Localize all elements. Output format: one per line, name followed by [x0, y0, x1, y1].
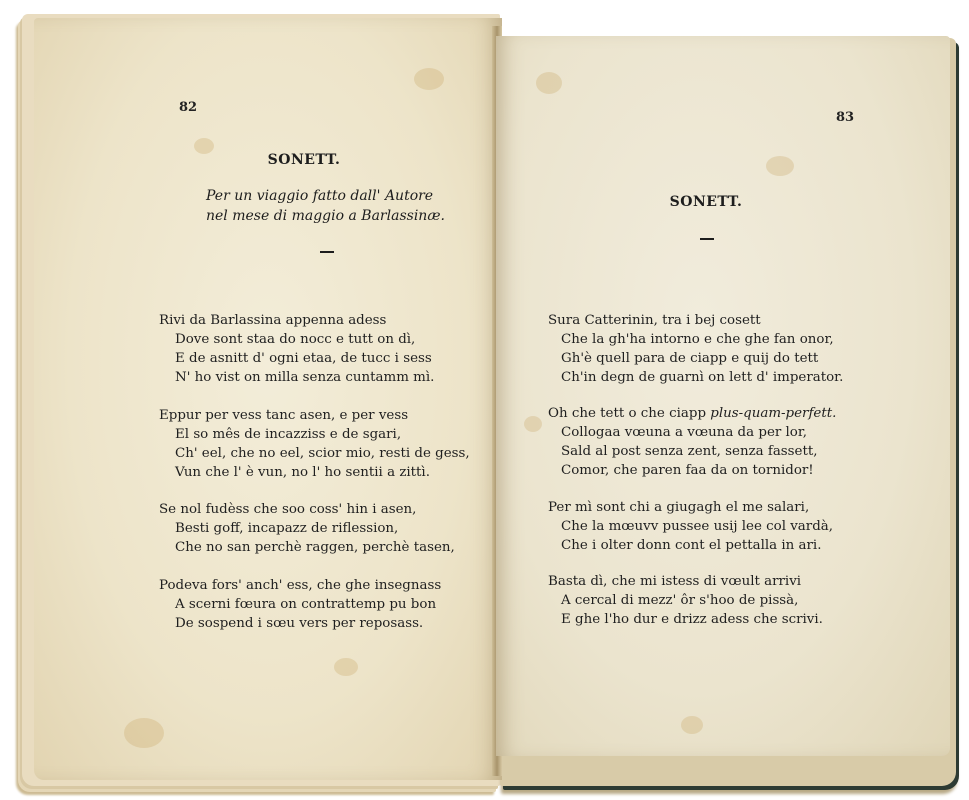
stanza: [159, 311, 434, 387]
page-title: SONETT.: [669, 194, 743, 210]
verse-line: Ch' eel, che no eel, scior mio, resti de gess,: [175, 446, 470, 461]
italic-phrase: plus-quam-perfett.: [710, 406, 837, 421]
stanza: [548, 498, 833, 555]
verse-line: [548, 404, 836, 423]
verse-line: Ch'in degn de guarnì on lett d' imperator.: [561, 370, 844, 385]
verse-line: Collogaa vœuna a vœuna da per lor,: [561, 425, 808, 440]
separator-dash: [320, 251, 334, 253]
verse-line: Dove sont staa do nocc e tutt on dì,: [175, 332, 416, 347]
verse-line: El so mês de incazziss e de sgari,: [175, 427, 402, 442]
stanza: [548, 311, 843, 387]
foxing-stain: [124, 718, 164, 748]
verse-line: Se nol fudèss che soo coss' hin i asen,: [159, 502, 417, 517]
foxing-stain: [681, 716, 703, 734]
stanza: [159, 406, 470, 482]
foxing-stain: [334, 658, 358, 676]
verse-line-text: Oh che tett o che ciapp: [548, 406, 711, 421]
separator-dash: [700, 238, 714, 240]
foxing-stain: [414, 68, 444, 90]
foxing-stain: [536, 72, 562, 94]
verse-line: A cercal di mezz' ôr s'hoo de pissà,: [561, 593, 799, 608]
stanza: [159, 500, 455, 557]
verse-line: A scerni fœura on contrattemp pu bon: [175, 597, 437, 612]
verse-line: Rivi da Barlassina appenna adess: [159, 313, 387, 328]
open-book: [22, 8, 957, 793]
foxing-stain: [766, 156, 794, 176]
verse-line: Basta dì, che mi istess di vœult arrivi: [548, 574, 802, 589]
right-page: [496, 36, 950, 756]
verse-line: E de asnitt d' ogni etaa, de tucc i sess: [175, 351, 432, 366]
verse-line: Besti goff, incapazz de riflession,: [175, 521, 399, 536]
verse-line: Gh'è quell para de ciapp e quij do tett: [561, 351, 819, 366]
verse-line: Podeva fors' anch' ess, che ghe insegnass: [159, 578, 442, 593]
stanza: [548, 404, 836, 480]
verse-line: Che i olter donn cont el pettalla in ari.: [561, 538, 822, 553]
left-page: [34, 18, 502, 780]
subtitle-line: Per un viaggio fatto dall' Autore: [206, 188, 434, 204]
verse-line: Per mì sont chi a giugagh el me salari,: [548, 500, 810, 515]
page-title: SONETT.: [267, 152, 341, 168]
page-number: 82: [179, 100, 198, 115]
verse-line: Sald al post senza zent, senza fassett,: [561, 444, 818, 459]
stanza: [159, 576, 441, 633]
stanza: [548, 572, 823, 629]
verse-line: Che la mœuvv pussee usij lee col vardà,: [561, 519, 834, 534]
verse-line: Eppur per vess tanc asen, e per vess: [159, 408, 409, 423]
subtitle: [206, 186, 445, 226]
verse-line: Sura Catterinin, tra i bej cosett: [548, 313, 761, 328]
verse-line: Vun che l' è vun, no l' ho sentii a zittì.: [175, 465, 430, 480]
subtitle-line: nel mese di maggio a Barlassinæ.: [206, 208, 445, 224]
verse-line: E ghe l'ho dur e drizz adess che scrivi.: [561, 612, 823, 627]
verse-line: Comor, che paren faa da on tornidor!: [561, 463, 814, 478]
verse-line: Che no san perchè raggen, perchè tasen,: [175, 540, 455, 555]
verse-line: De sospend i sœu vers per reposass.: [175, 616, 424, 631]
verse-line: N' ho vist on milla senza cuntamm mì.: [175, 370, 435, 385]
verse-line: Che la gh'ha intorno e che ghe fan onor,: [561, 332, 834, 347]
foxing-stain: [524, 416, 542, 432]
page-number: 83: [836, 110, 855, 125]
